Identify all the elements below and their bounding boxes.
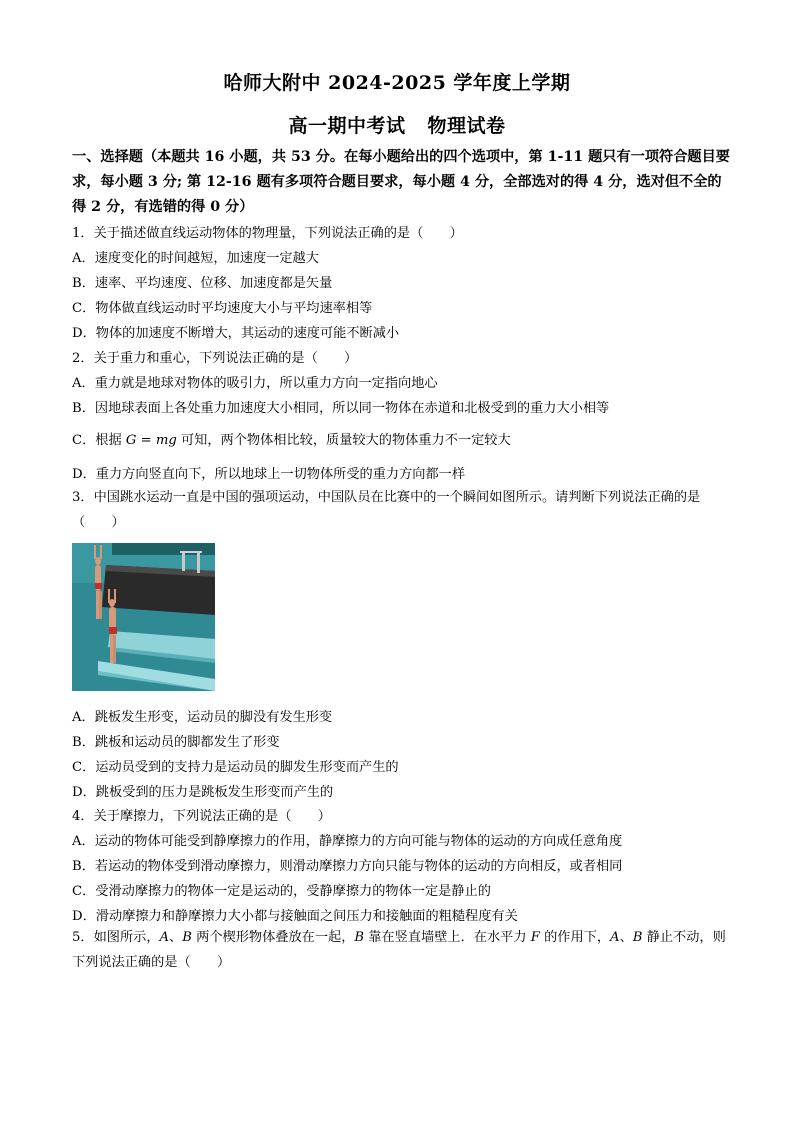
q2-option-b: B．因地球表面上各处重力加速度大小相同，所以同一物体在赤道和北极受到的重力大小相等 [72, 401, 610, 416]
q3-option-b: B．跳板和运动员的脚都发生了形变 [72, 735, 280, 750]
q2-stem: 2．关于重力和重心，下列说法正确的是（ ） [72, 351, 358, 366]
q3-stem: 3．中国跳水运动一直是中国的强项运动，中国队员在比赛中的一个瞬间如图所示。请判断下列说法正确的是（ ） [72, 490, 701, 530]
q1-stem: 1．关于描述做直线运动物体的物理量，下列说法正确的是（ ） [72, 226, 463, 241]
q5-part: 靠在竖直墙壁上．在水平力 [364, 930, 531, 945]
q4-option-d: D．滑动摩擦力和静摩擦力大小都与接触面之间压力和接触面的粗糙程度有关 [72, 909, 518, 924]
q5-part: 的作用下， [539, 930, 611, 945]
q4-option-b: B．若运动的物体受到滑动摩擦力，则滑动摩擦力方向只能与物体的运动的方向相反，或者相同 [72, 859, 623, 874]
diving-photo [72, 543, 215, 691]
q5-label-b: B [632, 930, 643, 945]
q2-option-d: D．重力方向竖直向下，所以地球上一切物体所受的重力方向都一样 [72, 467, 466, 482]
q5-label-b: B [354, 930, 365, 945]
q4-option-a: A．运动的物体可能受到静摩擦力的作用，静摩擦力的方向可能与物体的运动的方向成任意角度 [72, 834, 623, 849]
q5-label-a: A [159, 930, 170, 945]
q5-label-b: B [182, 930, 192, 945]
q3-option-c: C．运动员受到的支持力是运动员的脚发生形变而产生的 [72, 760, 399, 775]
q5-part: 静止不动，则下列说法正确的是（ ） [72, 930, 726, 970]
exam-subtitle [0, 111, 794, 138]
q2-option-c-formula: G = mg [125, 433, 177, 448]
q5-label-a: A [610, 930, 620, 945]
q5-part: 两个楔形物体叠放在一起， [191, 930, 355, 945]
q4-stem: 4．关于摩擦力，下列说法正确的是（ ） [72, 809, 331, 824]
q1-option-c: C．物体做直线运动时平均速度大小与平均速率相等 [72, 301, 373, 316]
q2-option-a: A．重力就是地球对物体的吸引力，所以重力方向一定指向地心 [72, 376, 438, 391]
q5-label-f: F [530, 930, 540, 945]
q5-part: 、 [169, 930, 183, 945]
q2-option-c-pre: C．根据 [72, 433, 126, 448]
q5-stem [72, 925, 732, 975]
q1-option-d: D．物体的加速度不断增大，其运动的速度可能不断减小 [72, 326, 400, 341]
q3-option-a: A．跳板发生形变，运动员的脚没有发生形变 [72, 710, 333, 725]
section-header: 一、选择题（本题共 16 小题，共 53 分。在每小题给出的四个选项中，第 1-11 题只有一项符合题目要求，每小题 3 分; 第 12-16 题有多项符合题目要求，每小题 4 分，全部选对的得 4 分，选对但不全的得 2 分，有选错的得 0 分） [72, 149, 730, 215]
exam-subtitle-subject: 物理试卷 [427, 115, 506, 137]
q2-option-c [72, 429, 511, 448]
q3-option-d: D．跳板受到的压力是跳板发生形变而产生的 [72, 785, 334, 800]
exam-title: 哈师大附中 2024-2025 学年度上学期 [223, 72, 571, 94]
exam-subtitle-grade: 高一期中考试 [288, 115, 406, 137]
q5-part: 、 [619, 930, 633, 945]
q1-option-b: B．速率、平均速度、位移、加速度都是矢量 [72, 276, 333, 291]
q1-option-a: A．速度变化的时间越短，加速度一定越大 [72, 251, 319, 266]
q4-option-c: C．受滑动摩擦力的物体一定是运动的，受静摩擦力的物体一定是静止的 [72, 884, 491, 899]
q2-option-c-post: 可知，两个物体相比较，质量较大的物体重力不一定较大 [176, 433, 511, 448]
q5-part: 5．如图所示， [72, 930, 160, 945]
